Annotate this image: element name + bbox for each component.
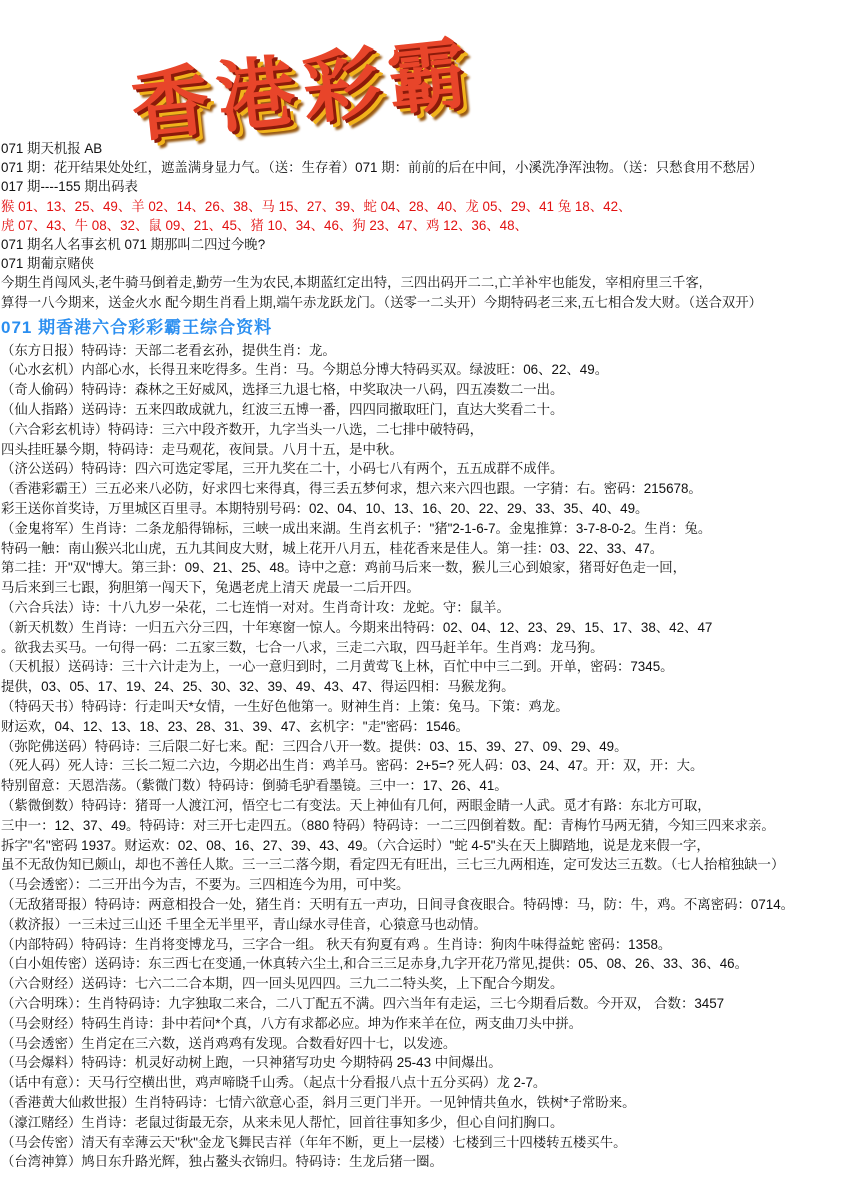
content-line: （特码天书）特码诗：行走叫天*女情，一生好色他第一。财神生肖：上策：兔马。下策：鸡龙。 [1,699,569,715]
content-line: （六合兵法）诗：十八九岁一朵花，二七连悄一对对。生肖奇计攻：龙蛇。守：鼠羊。 [1,600,510,616]
content-line: （紫微倒数）特码诗：猪哥一人渡江河，悟空七二有变法。天上神仙有几何，两眼金睛一人武。觅才有路：东北方可取， [1,798,711,814]
content-line: （金鬼将军）生肖诗：二条龙船得锦标，三峡一成出来湖。生肖玄机子："猪"2-1-6-7。金鬼推算：3-7-8-0-2。生肖：兔。 [1,520,712,536]
content-line: 第二挂：开"双"博大。第三卦：09、21、25、48。诗中之意：鸡前马后来一数，猴儿三心到娘家，猪哥好色走一回， [1,560,687,576]
content-line: （救济报）一三未过三山还 千里全无半里平，青山绿水寻佳音，心猿意马也动情。 [1,916,487,932]
content-line: （濠江赌经）生肖诗：老鼠过街最无奈，从来未见人帮忙，回首往事知多少，但心自问扪胸口。 [1,1114,564,1130]
content-line: （白小姐传密）送码诗：东三西七在变通,一休真转六尘土,和合三三足赤身,九字开花乃常见,提供：05、08、26、33、36、46。 [1,956,748,972]
text-line: 071 期名人名事玄机 071 期那叫二四过今晚? [1,236,266,252]
content-line: 特码一触：南山猴兴北山虎，五九其间皮大财，城上花开八月五，桂花香来是佳人。第一挂：03、22、33、47。 [1,540,664,556]
content-line: （内部特码）特码诗：生肖将变博龙马，三字合一组。 秋天有狗夏有鸡 。生肖诗：狗肉牛味得益蛇 密码：1358。 [1,936,672,952]
content-line: （东方日报）特码诗：天部二老看玄孙，提供生肖：龙。 [1,342,336,358]
header-line: 017 期----155 期出码表 [1,179,138,195]
content-line: （六合明珠）：生肖特码诗：九字独取二来合，二八丁配五不满。四六当年有走运，三七今期看后数。今开双， 合数：3457 [1,995,725,1011]
content-line: （死人码）死人诗：三长二短二六边，今期必出生肖：鸡羊马。密码：2+5=? 死人码：03、24、47。开：双，开：大。 [1,758,704,774]
content-line: （天机报）送码诗：三十六计走为上，一心一意归到时，二月黄莺飞上林，百忙中中三二到。开单，密码：7345。 [1,659,674,675]
content-line: （心水玄机）内部心水，长得丑来吃得多。生肖：马。今期总分博大特码买双。绿波旺：06、22、49。 [1,362,609,378]
content-line: 。欲我去买马。一句得一码：二五家三数，七合一八求，三走二六取，四马赶羊年。生肖鸡：龙马狗。 [1,639,604,655]
section-title: 071 期香港六合彩彩霸王综合资料 [1,317,273,337]
content-line: （六合财经）送码诗：七六二二合本期，四一回头见四四。三九二二特头奖，上下配合今期发。 [1,976,564,992]
header-line: 071 期：花开结果处处红，遮盖满身显力气。（送：生存着）071 期：前前的后在中间，小溪洗净浑浊物。（送：只愁食用不愁居） [1,160,763,176]
content-line: （话中有意）：天马行空横出世，鸡声啼晓千山秀。（起点十分看报八点十五分买码）龙 2-7。 [1,1075,547,1091]
content-line: （马会透密）生肖定在三六数，送肖鸡鸡有发现。合数看好四十七，以发迹。 [1,1035,457,1051]
content-line: （新天机数）生肖诗：一归五六分三四，十年寒窗一惊人。今期来出特码：02、04、12、23、29、15、17、38、42、47 [1,619,713,635]
banner-logo [120,10,540,154]
text-line: 今期生肖闯风头,老牛骑马倒着走,勤劳一生为农民,本期蓝红定出特，三四出码开二二,亡羊补牢也能发，宰相府里三千客, [1,275,703,291]
content-line: 财运欢，04、12、13、18、23、28、31、39、47、玄机字："走"密码：1546。 [1,718,469,734]
content-line: （马会爆料）特码诗：机灵好动树上跑，一只神猪写功史 今期特码 25-43 中间爆出。 [1,1055,502,1071]
content-line: （无敌猪哥报）特码诗：两意相投合一处，猪生肖：天明有五一声功，日间寻食夜眼合。特码博：马，防：牛，鸡。不离密码：0714。 [1,897,795,912]
content-line: （济公送码）特码诗：四六可选定零尾，三开九奖在二十，小码七八有两个，五五成群不成伴。 [1,461,564,477]
content-line: （台湾神算）鸠日东升路光辉，独占鳌头衣锦归。特码诗：生龙后猪一圈。 [1,1154,443,1170]
content-line: （弥陀佛送码）特码诗：三后限二好七来。配：三四合八开一数。提供：03、15、39、27、09、29、49。 [1,738,628,754]
content-line: 拆字"名"密码 1937。财运欢：02、08、16、27、39、43、49。（六合运时）"蛇 4-5"头在天上脚踏地，说是龙来假一字， [1,837,710,853]
content-line: （香港黄大仙救世报）生肖特码诗：七情六欲意心歪，斜月三更门半开。一见钟情共鱼水，铁树*子常盼来。 [1,1094,636,1110]
zodiac-number-line: 猴 01、13、25、49、羊 02、14、26、38、马 15、27、39、蛇 04、28、40、龙 05、29、41 兔 18、42、 [1,198,632,214]
content-line: （六合彩玄机诗）特码诗：三六中段齐数开，九字当头一八选，二七排中破特码， [1,421,484,437]
banner-title: 香港彩霸 [126,27,479,154]
content-line: 提供，03、05、17、19、24、25、30、32、39、49、43、47、得运四相：马猴龙狗。 [1,679,515,695]
content-list [0,341,863,1172]
content-line: （奇人偷码）特码诗：森林之王好威风，选择三九退七格，中奖取决一八码，四五凑数二一出。 [1,382,564,398]
header-line: 071 期天机报 AB [1,141,103,156]
content-line: （香港彩霸王）三五必来八必防，好求四七来得真，得三丢五梦何求，想六来六四也跟。一字猜：右。密码：215678。 [1,481,702,497]
zodiac-number-line: 虎 07、43、牛 08、32、鼠 09、21、45、猪 10、34、46、狗 23、47、鸡 12、36、48、 [1,217,528,233]
content-line: 特别留意：天恩浩荡。（紫微门数）特码诗：倒骑毛驴看墨镜。三中一：17、26、41。 [1,778,508,794]
content-line: 马后来到三七跟，狗胆第一闯天下，兔遇老虎上清天 虎最一二后开四。 [1,580,420,596]
content-line: （马会透密）：二三开出今为吉，不要为。三四相连今为用，可中奖。 [1,877,410,893]
content-line: 彩王送你首奖诗，万里城区百里寻。本期特别号码：02、04、10、13、16、20、22、29、33、35、40、49。 [1,501,649,517]
content-line: 四头挂旺暴今期，特码诗：走马观花，夜间景。八月十五，是中秋。 [1,441,403,457]
document-body [0,139,863,1172]
content-line: 虽不无敌伪知已颇山，却也不善任人欺。三一三二落今期，看定四无有旺出，三七三九两相连，定可发达三五数。（七人抬棺独缺一） [1,857,785,873]
text-line: 算得一八今期来，送金火水 配今期生肖看上期,端午赤龙跃龙门。（送零一二头开）今期特码老三来,五七相合发大财。（送合双开） [1,294,763,310]
content-line: （马会传密）清天有幸薄云天"秋"金龙飞舞民吉祥（年年不断，更上一层楼）七楼到三十四楼转五楼买牛。 [1,1134,627,1150]
content-line: （马会财经）特码生肖诗：卦中若问*个真，八方有求都必应。坤为作来羊在位，两支曲刀头中拼。 [1,1015,583,1031]
content-line: （仙人指路）送码诗：五来四敢成就九，红波三五博一番，四四同撤取旺门，直达大奖看二十。 [1,402,564,418]
content-line: 三中一：12、37、49。特码诗：对三开七走四五。（880 特码）特码诗：一二三四倒着数。配：青梅竹马两无猜，今知三四来求亲。 [1,817,775,833]
text-line: 071 期葡京赌侠 [1,256,95,272]
